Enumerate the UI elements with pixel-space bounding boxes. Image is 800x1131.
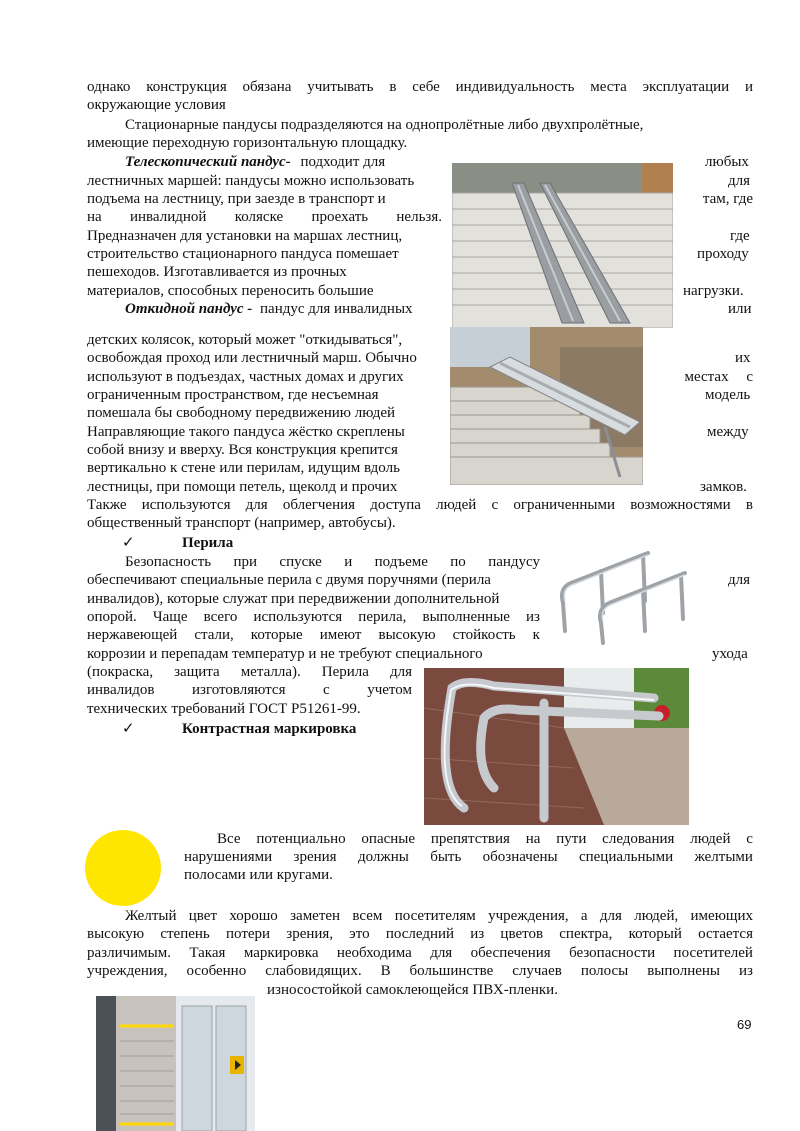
railings-line-8: инвалидов изготовляются с учетом [87,682,412,698]
railings-product-photo [553,543,693,647]
folding-line-5-end: модель [705,387,751,403]
folding-line-9: вертикально к стене или перилам, идущим вдоль [87,460,400,476]
telescopic-line-1-text: подходит для [300,154,386,170]
telescopic-line-5: Предназначен для установки на маршах лестниц, [87,228,403,244]
marking-p2-line-5: износостойкой самоклеющейся ПВХ-пленки. [267,982,558,998]
folding-line-4-end: местах с [684,369,753,385]
marking-p1-line-2: нарушениями зрения должны быть обозначены специальными желтыми [184,849,753,865]
telescopic-line-2-end: для [728,173,751,189]
folding-line-10: лестницы, при помощи петель, щеколд и прочих [87,479,398,495]
folding-line-11: Также используются для облегчения доступа людей с ограниченными возможностями в [87,497,753,513]
folding-line-8: собой внизу и вверху. Вся конструкция крепится [87,442,398,458]
railings-line-7: (покраска, защита металла). Перила для [87,664,412,680]
railings-checkmark: ✓ [122,535,135,551]
telescopic-line-6: строительство стационарного пандуса помешает [87,246,399,262]
railings-line-9: технических требований ГОСТ Р51261-99. [87,701,361,717]
telescopic-line-2: лестничных маршей: пандусы можно использовать [87,173,415,189]
folding-line-3: освобождая проход или лестничный марш. Обычно [87,350,417,366]
folding-line-2: детских колясок, который может "откидываться", [87,332,403,348]
railings-heading: Перила [182,535,234,551]
marking-heading: Контрастная маркировка [182,721,357,737]
marking-p1-line-3: полосами или кругами. [184,867,333,883]
intro-line-3: Стационарные пандусы подразделяются на однопролётные либо двухпролётные, [125,117,644,133]
intro-line-2: окружающие условия [87,97,226,113]
marking-p2-line-1: Желтый цвет хорошо заметен всем посетителям учреждения, а для людей, имеющих [125,908,753,924]
telescopic-line-1 [125,153,385,171]
telescopic-line-4: на инвалидной коляске проехать нельзя. [87,209,442,225]
folding-line-4: используют в подъездах, частных домах и других [87,369,404,385]
telescopic-line-3: подъема на лестницу, при заезде в транспорт и [87,191,386,207]
page-number: 69 [737,1017,752,1032]
folding-line-3-end: их [735,350,751,366]
telescopic-line-6-end: проходу [697,246,749,262]
intro-line-4: имеющие переходную горизонтальную площадку. [87,135,408,151]
folding-line-5: ограниченным пространством, где несъемная [87,387,379,403]
telescopic-line-1-end: любых [705,154,749,170]
telescopic-line-3-end: там, где [702,191,753,207]
folding-ramp-photo [450,327,643,485]
folding-line-1-text: пандус для инвалидных [260,301,413,317]
marking-checkmark: ✓ [122,721,135,737]
folding-line-12: общественный транспорт (например, автобусы). [87,515,396,531]
folding-line-10-end: замков. [700,479,747,495]
marking-p2-line-2: высокую степень потери зрения, это последний из цветов спектра, который остается [87,926,753,942]
railings-line-6-end: ухода [712,646,748,662]
marking-p2-line-3: различимым. Такая маркировка необходима для обеспечения безопасности посетителей [87,945,753,961]
stairs-marking-photo [96,996,255,1131]
railings-line-2-end: для [728,572,751,588]
folding-line-7: Направляющие такого пандуса жёстко скреплены [87,424,405,440]
folding-line-7-end: между [707,424,749,440]
telescopic-line-5-end: где [730,228,750,244]
intro-line-1: однако конструкция обязана учитывать в себе индивидуальность места эксплуатации и [87,79,753,95]
telescopic-title: Телескопический пандус- [125,154,291,170]
railings-installed-photo [424,668,689,825]
railings-line-3: инвалидов), которые служат при передвижении дополнительной [87,591,500,607]
railings-line-6: коррозии и перепадам температур и не требуют специального [87,646,483,662]
railings-line-2: обеспечивают специальные перила с двумя поручнями (перила [87,572,491,588]
marking-p1-line-1: Все потенциально опасные препятствия на пути следования людей с [217,831,753,847]
telescopic-line-8: материалов, способных переносить большие [87,283,374,299]
telescopic-ramp-photo [452,163,673,328]
railings-line-5: нержавеющей стали, которые имеют высокую стойкость к [87,627,540,643]
railings-line-1: Безопасность при спуске и подъеме по пандусу [125,554,540,570]
folding-title: Откидной пандус - [125,301,253,317]
folding-line-1 [125,300,413,318]
telescopic-line-7: пешеходов. Изготавливается из прочных [87,264,347,280]
folding-line-6: помешала бы свободному передвижению людей [87,405,396,421]
marking-p2-line-4: учреждения, особенно слабовидящих. В большинстве случаев полосы выполнены из [87,963,753,979]
railings-line-4: опорой. Чаще всего используются перила, выполненные из [87,609,540,625]
telescopic-line-8-end: нагрузки. [683,283,744,299]
yellow-circle-icon [85,830,161,906]
folding-line-1-end: или [728,301,752,317]
